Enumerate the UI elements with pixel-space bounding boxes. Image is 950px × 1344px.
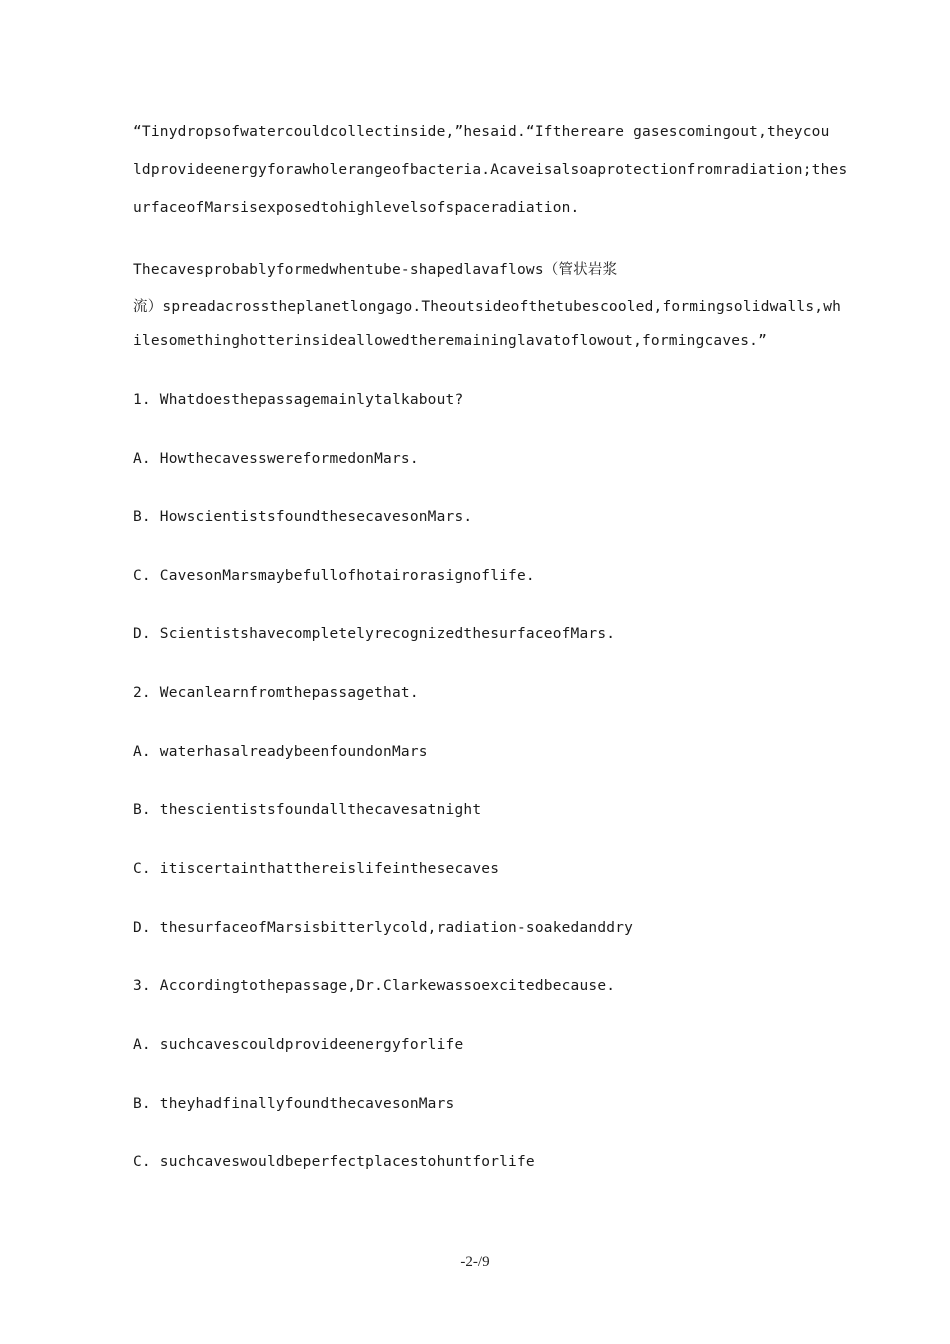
option-c: C. suchcaveswouldbeperfectplacestohuntforlife — [133, 1154, 535, 1170]
option-b: B. theyhadfinallyfoundthecavesonMars — [133, 1096, 455, 1112]
question-stem: 2. Wecanlearnfromthepassagethat. — [133, 685, 419, 701]
question-stem: 1. Whatdoesthepassagemainlytalkabout? — [133, 392, 464, 408]
text-line: ldprovideenergyforawholerangeofbacteria.Acaveisalsoaprotectionfromradiation;thes — [133, 162, 848, 178]
option-a: A. HowthecavesswereformedonMars. — [133, 451, 419, 467]
option-a: A. waterhasalreadybeenfoundonMars — [133, 744, 428, 760]
option-a: A. suchcavescouldprovideenergyforlife — [133, 1037, 464, 1053]
page-number: -2-/9 — [460, 1254, 490, 1270]
option-d: D. ScientistshavecompletelyrecognizedthesurfaceofMars. — [133, 626, 616, 642]
option-c: C. CavesonMarsmaybefullofhotairorasignoflife. — [133, 568, 535, 584]
text-line: 流）spreadacrosstheplanetlongago.Theoutsideofthetubescooled,formingsolidwalls,wh — [133, 299, 842, 315]
option-d: D. thesurfaceofMarsisbitterlycold,radiation-soakedanddry — [133, 920, 634, 936]
question-stem: 3. Accordingtothepassage,Dr.Clarkewassoexcitedbecause. — [133, 978, 616, 994]
text-line: ilesomethinghotterinsideallowedtheremaininglavatoflowout,formingcaves.” — [133, 333, 768, 349]
option-b: B. thescientistsfoundallthecavesatnight — [133, 802, 482, 818]
text-line: “Tinydropsofwatercouldcollectinside,”hesaid.“Ifthereare gasescomingout,theycou — [133, 124, 830, 140]
text-line: Thecavesprobablyformedwhentube-shapedlavaflows（管状岩浆 — [133, 262, 618, 278]
text-line: urfaceofMarsisexposedtohighlevelsofspaceradiation. — [133, 200, 580, 216]
option-c: C. itiscertainthatthereislifeinthesecaves — [133, 861, 500, 877]
option-b: B. HowscientistsfoundthesecavesonMars. — [133, 509, 473, 525]
